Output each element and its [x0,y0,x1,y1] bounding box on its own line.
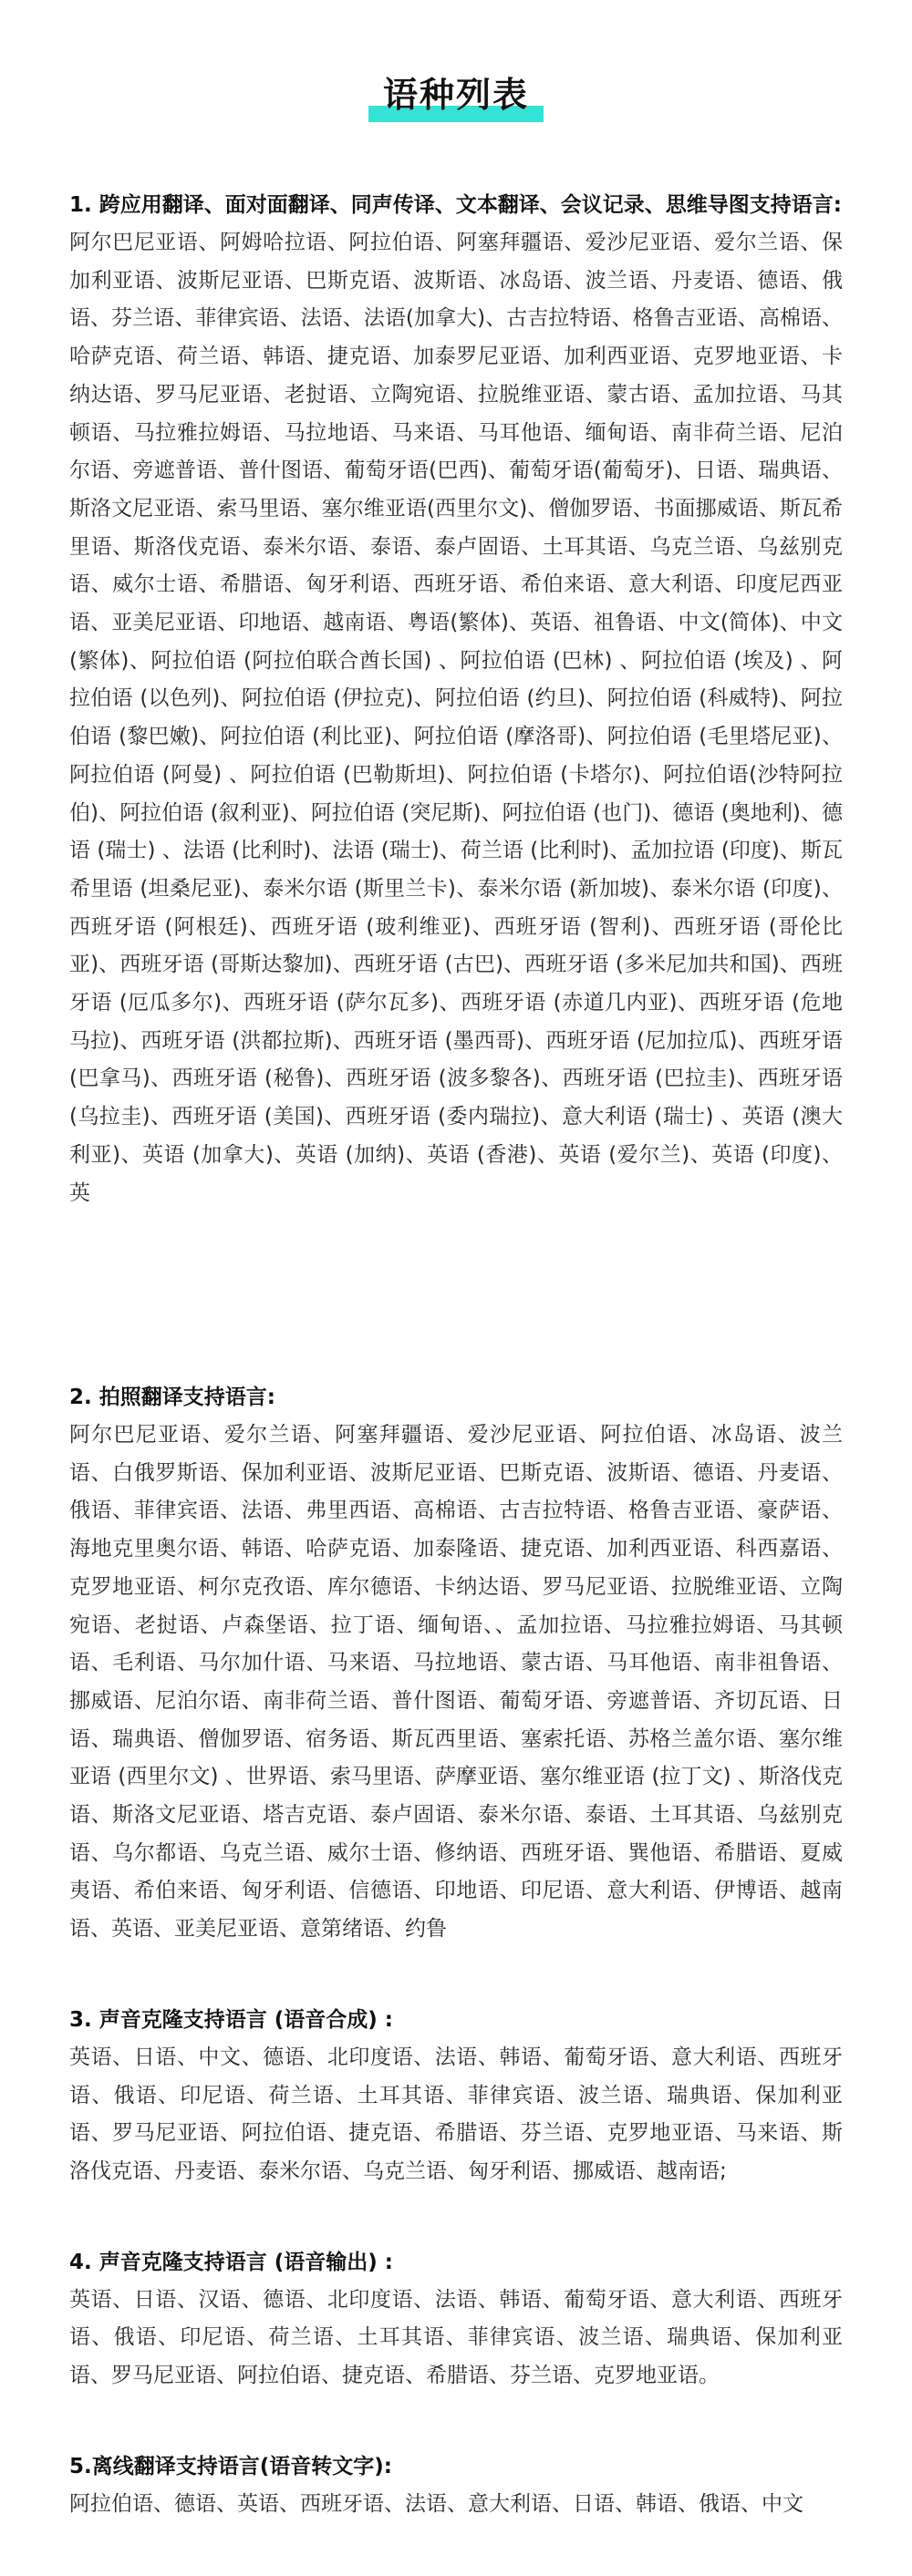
content [69,187,843,2576]
section-photo-translation [69,1379,843,1949]
section-cross-app-translation [69,187,843,1326]
section-heading: 4. 声音克隆支持语言 (语音输出) : [69,2250,393,2274]
section-voice-clone-synthesis [69,2002,843,2191]
section-heading: 2. 拍照翻译支持语言: [69,1386,275,1409]
page-title-text: 语种列表 [382,75,529,115]
section-body: 阿尔巴尼亚语、爱尔兰语、阿塞拜疆语、爱沙尼亚语、阿拉伯语、冰岛语、波兰语、白俄罗斯语、保加利亚语、波斯尼亚语、巴斯克语、波斯语、德语、丹麦语、俄语、菲律宾语、法语、弗里西语、高棉语、古吉拉特语、格鲁吉亚语、豪萨语、海地克里奥尔语、韩语、哈萨克语、加泰隆语、捷克语、加利西亚语、科西嘉语、克罗地亚语、柯尔克孜语、库尔德语、卡纳达语、罗马尼亚语、拉脱维亚语、立陶宛语、老挝语、卢森堡语、拉丁语、缅甸语、、孟加拉语、马拉雅拉姆语、马其顿语、毛利语、马尔加什语、马来语、马拉地语、蒙古语、马耳他语、南非祖鲁语、挪威语、尼泊尔语、南非荷兰语、普什图语、葡萄牙语、旁遮普语、齐切瓦语、日语、瑞典语、僧伽罗语、宿务语、斯瓦西里语、塞索托语、苏格兰盖尔语、塞尔维亚语 (西里尔文) 、世界语、索马里语、萨摩亚语、塞尔维亚语 (拉丁文) 、斯洛伐克语、斯洛文尼亚语、塔吉克语、泰卢固语、泰米尔语、泰语、土耳其语、乌兹别克语、乌尔都语、乌克兰语、威尔士语、修纳语、西班牙语、巽他语、希腊语、夏威夷语、希伯来语、匈牙利语、信德语、印地语、印尼语、意大利语、伊博语、越南语、英语、亚美尼亚语、意第绪语、约鲁 [69,1423,843,1942]
section-body: 阿尔巴尼亚语、阿姆哈拉语、阿拉伯语、阿塞拜疆语、爱沙尼亚语、爱尔兰语、保加利亚语、波斯尼亚语、巴斯克语、波斯语、冰岛语、波兰语、丹麦语、德语、俄语、芬兰语、菲律宾语、法语、法语(加拿大)、古吉拉特语、格鲁吉亚语、高棉语、哈萨克语、荷兰语、韩语、捷克语、加泰罗尼亚语、加利西亚语、克罗地亚语、卡纳达语、罗马尼亚语、老挝语、立陶宛语、拉脱维亚语、蒙古语、孟加拉语、马其顿语、马拉雅拉姆语、马拉地语、马来语、马耳他语、缅甸语、南非荷兰语、尼泊尔语、旁遮普语、普什图语、葡萄牙语(巴西)、葡萄牙语(葡萄牙)、日语、瑞典语、斯洛文尼亚语、索马里语、塞尔维亚语(西里尔文)、僧伽罗语、书面挪威语、斯瓦希里语、斯洛伐克语、泰米尔语、泰语、泰卢固语、土耳其语、乌克兰语、乌兹别克语、威尔士语、希腊语、匈牙利语、西班牙语、希伯来语、意大利语、印度尼西亚语、亚美尼亚语、印地语、越南语、粤语(繁体)、英语、祖鲁语、中文(简体)、中文(繁体)、阿拉伯语 (阿拉伯联合酋长国) 、阿拉伯语 (巴林) 、阿拉伯语 (埃及) 、阿拉伯语 (以色列)、阿拉伯语 (伊拉克)、阿拉伯语 (约旦)、阿拉伯语 (科威特)、阿拉伯语 (黎巴嫩)、阿拉伯语 (利比亚)、阿拉伯语 (摩洛哥)、阿拉伯语 (毛里塔尼亚)、阿拉伯语 (阿曼) 、阿拉伯语 (巴勒斯坦)、阿拉伯语 (卡塔尔)、阿拉伯语(沙特阿拉伯)、阿拉伯语 (叙利亚)、阿拉伯语 (突尼斯)、阿拉伯语 (也门)、德语 (奥地利)、德语 (瑞士) 、法语 (比利时)、法语 (瑞士)、荷兰语 (比利时)、孟加拉语 (印度)、斯瓦希里语 (坦桑尼亚)、泰米尔语 (斯里兰卡)、泰米尔语 (新加坡)、泰米尔语 (印度)、西班牙语 (阿根廷)、西班牙语 (玻利维亚)、西班牙语 (智利)、西班牙语 (哥伦比亚)、西班牙语 (哥斯达黎加)、西班牙语 (古巴)、西班牙语 (多米尼加共和国)、西班牙语 (厄瓜多尔)、西班牙语 (萨尔瓦多)、西班牙语 (赤道几内亚)、西班牙语 (危地马拉)、西班牙语 (洪都拉斯)、西班牙语 (墨西哥)、西班牙语 (尼加拉瓜)、西班牙语 (巴拿马)、西班牙语 (秘鲁)、西班牙语 (波多黎各)、西班牙语 (巴拉圭)、西班牙语 (乌拉圭)、西班牙语 (美国)、西班牙语 (委内瑞拉)、意大利语 (瑞士) 、英语 (澳大利亚)、英语 (加拿大)、英语 (加纳)、英语 (香港)、英语 (爱尔兰)、英语 (印度)、英 [69,231,843,1205]
section-body: 英语、日语、中文、德语、北印度语、法语、韩语、葡萄牙语、意大利语、西班牙语、俄语、印尼语、荷兰语、土耳其语、菲律宾语、波兰语、瑞典语、保加利亚语、罗马尼亚语、阿拉伯语、捷克语、希腊语、芬兰语、克罗地亚语、马来语、斯洛伐克语、丹麦语、泰米尔语、乌克兰语、匈牙利语、挪威语、越南语; [69,2045,843,2183]
section-offline-translation [69,2448,843,2524]
section-body: 阿拉伯语、德语、英语、西班牙语、法语、意大利语、日语、韩语、俄语、中文 [69,2491,803,2516]
page-title [374,73,538,117]
section-body: 英语、日语、汉语、德语、北印度语、法语、韩语、葡萄牙语、意大利语、西班牙语、俄语、印尼语、荷兰语、土耳其语、菲律宾语、波兰语、瑞典语、保加利亚语、罗马尼亚语、阿拉伯语、捷克语、希腊语、芬兰语、克罗地亚语。 [69,2287,843,2388]
section-heading: 5.离线翻译支持语言(语音转文字): [69,2454,392,2478]
section-heading: 1. 跨应用翻译、面对面翻译、同声传译、文本翻译、会议记录、思维导图支持语言: [69,193,842,217]
title-area [0,73,912,117]
section-heading: 3. 声音克隆支持语言 (语音合成) : [69,2007,393,2032]
section-voice-clone-output [69,2244,843,2396]
